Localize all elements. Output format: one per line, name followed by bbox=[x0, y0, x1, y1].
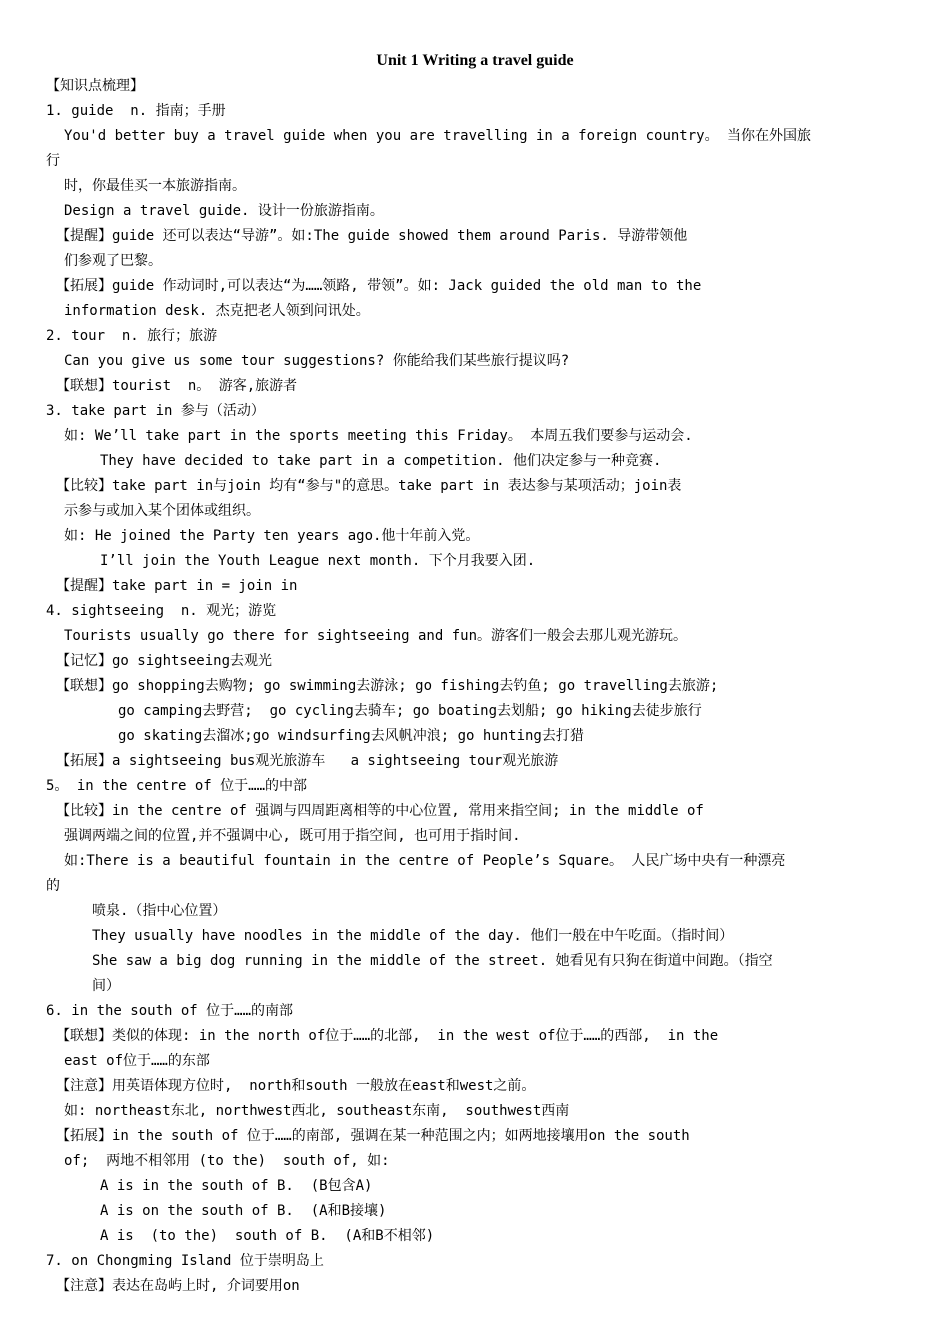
text-line: go camping去野营; go cycling去骑车; go boating去划船; go hiking去徒步旅行 bbox=[118, 703, 702, 719]
text-line: of; 两地不相邻用 (to the) south of, 如: bbox=[64, 1153, 390, 1169]
note-line: 【比较】in the centre of 强调与四周距离相等的中心位置, 常用来指空间; in the middle of bbox=[56, 803, 704, 819]
example-line: A is on the south of B. (A和B接壤) bbox=[100, 1203, 387, 1219]
section-heading: 【知识点梳理】 bbox=[46, 78, 144, 94]
text-line: 示参与或加入某个团体或组织。 bbox=[64, 503, 260, 519]
note-line: 【联想】go shopping去购物; go swimming去游泳; go fishing去钓鱼; go travelling去旅游; bbox=[56, 678, 719, 694]
note-line: 【注意】用英语体现方位时, north和south 一般放在east和west之前。 bbox=[56, 1078, 536, 1094]
text-line: east of位于……的东部 bbox=[64, 1053, 210, 1069]
example-line: 如:There is a beautiful fountain in the centre of People’s Square。 人民广场中央有一种漂亮 bbox=[64, 853, 786, 869]
text-line: go skating去溜冰;go windsurfing去风帆冲浪; go hunting去打猎 bbox=[118, 728, 584, 744]
example-line: She saw a big dog running in the middle of the street. 她看见有只狗在街道中间跑。（指空 bbox=[92, 953, 773, 969]
text-line: 行 bbox=[46, 153, 60, 169]
text-line: 的 bbox=[46, 878, 60, 894]
text-line: information desk. 杰克把老人领到问讯处。 bbox=[64, 303, 370, 319]
example-line: Design a travel guide. 设计一份旅游指南。 bbox=[64, 203, 384, 219]
example-line: Can you give us some tour suggestions? 你能给我们某些旅行提议吗? bbox=[64, 353, 570, 369]
example-line: They usually have noodles in the middle of the day. 他们一般在中午吃面。（指时间） bbox=[92, 928, 734, 944]
example-line: 如: We’ll take part in the sports meeting this Friday。 本周五我们要参与运动会. bbox=[64, 428, 693, 444]
example-line: You'd better buy a travel guide when you are travelling in a foreign country。 当你在外国旅 bbox=[64, 128, 812, 144]
text-line: 们参观了巴黎。 bbox=[64, 253, 162, 269]
item-heading: 3. take part in 参与（活动） bbox=[46, 403, 265, 419]
example-line: 如: He joined the Party ten years ago.他十年前入党。 bbox=[64, 528, 480, 544]
item-heading: 6. in the south of 位于……的南部 bbox=[46, 1003, 294, 1019]
note-line: 【拓展】a sightseeing bus观光旅游车 a sightseeing tour观光旅游 bbox=[56, 753, 559, 769]
note-line: 【比较】take part in与join 均有“参与"的意思。take part in 表达参与某项活动；join表 bbox=[56, 478, 682, 494]
example-line: 如: northeast东北, northwest西北, southeast东南, southwest西南 bbox=[64, 1103, 570, 1119]
item-heading: 1. guide n. 指南；手册 bbox=[46, 103, 226, 119]
note-line: 【提醒】guide 还可以表达“导游”。如:The guide showed them around Paris. 导游带领他 bbox=[56, 228, 688, 244]
text-line: 间） bbox=[92, 978, 120, 994]
example-line: I’ll join the Youth League next month. 下个月我要入团. bbox=[100, 553, 536, 569]
note-line: 【拓展】guide 作动词时,可以表达“为……领路, 带领”。如: Jack guided the old man to the bbox=[56, 278, 702, 294]
example-line: A is in the south of B. (B包含A) bbox=[100, 1178, 373, 1194]
note-line: 【联想】类似的体现: in the north of位于……的北部, in the west of位于……的西部, in the bbox=[56, 1028, 719, 1044]
item-heading: 4. sightseeing n. 观光；游览 bbox=[46, 603, 277, 619]
note-line: 【记忆】go sightseeing去观光 bbox=[56, 653, 273, 669]
item-heading: 7. on Chongming Island 位于崇明岛上 bbox=[46, 1253, 324, 1269]
note-line: 【注意】表达在岛屿上时, 介词要用on bbox=[56, 1278, 300, 1294]
note-line: 【拓展】in the south of 位于……的南部, 强调在某一种范围之内；如两地接壤用on the south bbox=[56, 1128, 690, 1144]
item-heading: 2. tour n. 旅行；旅游 bbox=[46, 328, 218, 344]
example-line: Tourists usually go there for sightseeing and fun。游客们一般会去那儿观光游玩。 bbox=[64, 628, 688, 644]
note-line: 【提醒】take part in = join in bbox=[56, 578, 298, 594]
example-line: They have decided to take part in a competition. 他们决定参与一种竞赛. bbox=[100, 453, 662, 469]
text-line: 强调两端之间的位置,并不强调中心, 既可用于指空间, 也可用于指时间. bbox=[64, 828, 521, 844]
text-line: 时，你最佳买一本旅游指南。 bbox=[64, 178, 246, 194]
page-title: Unit 1 Writing a travel guide bbox=[376, 52, 574, 69]
note-line: 【联想】tourist n。 游客,旅游者 bbox=[56, 378, 298, 394]
item-heading: 5。 in the centre of 位于……的中部 bbox=[46, 778, 308, 794]
example-line: A is (to the) south of B. (A和B不相邻) bbox=[100, 1228, 435, 1244]
text-line: 喷泉.（指中心位置） bbox=[92, 903, 227, 919]
